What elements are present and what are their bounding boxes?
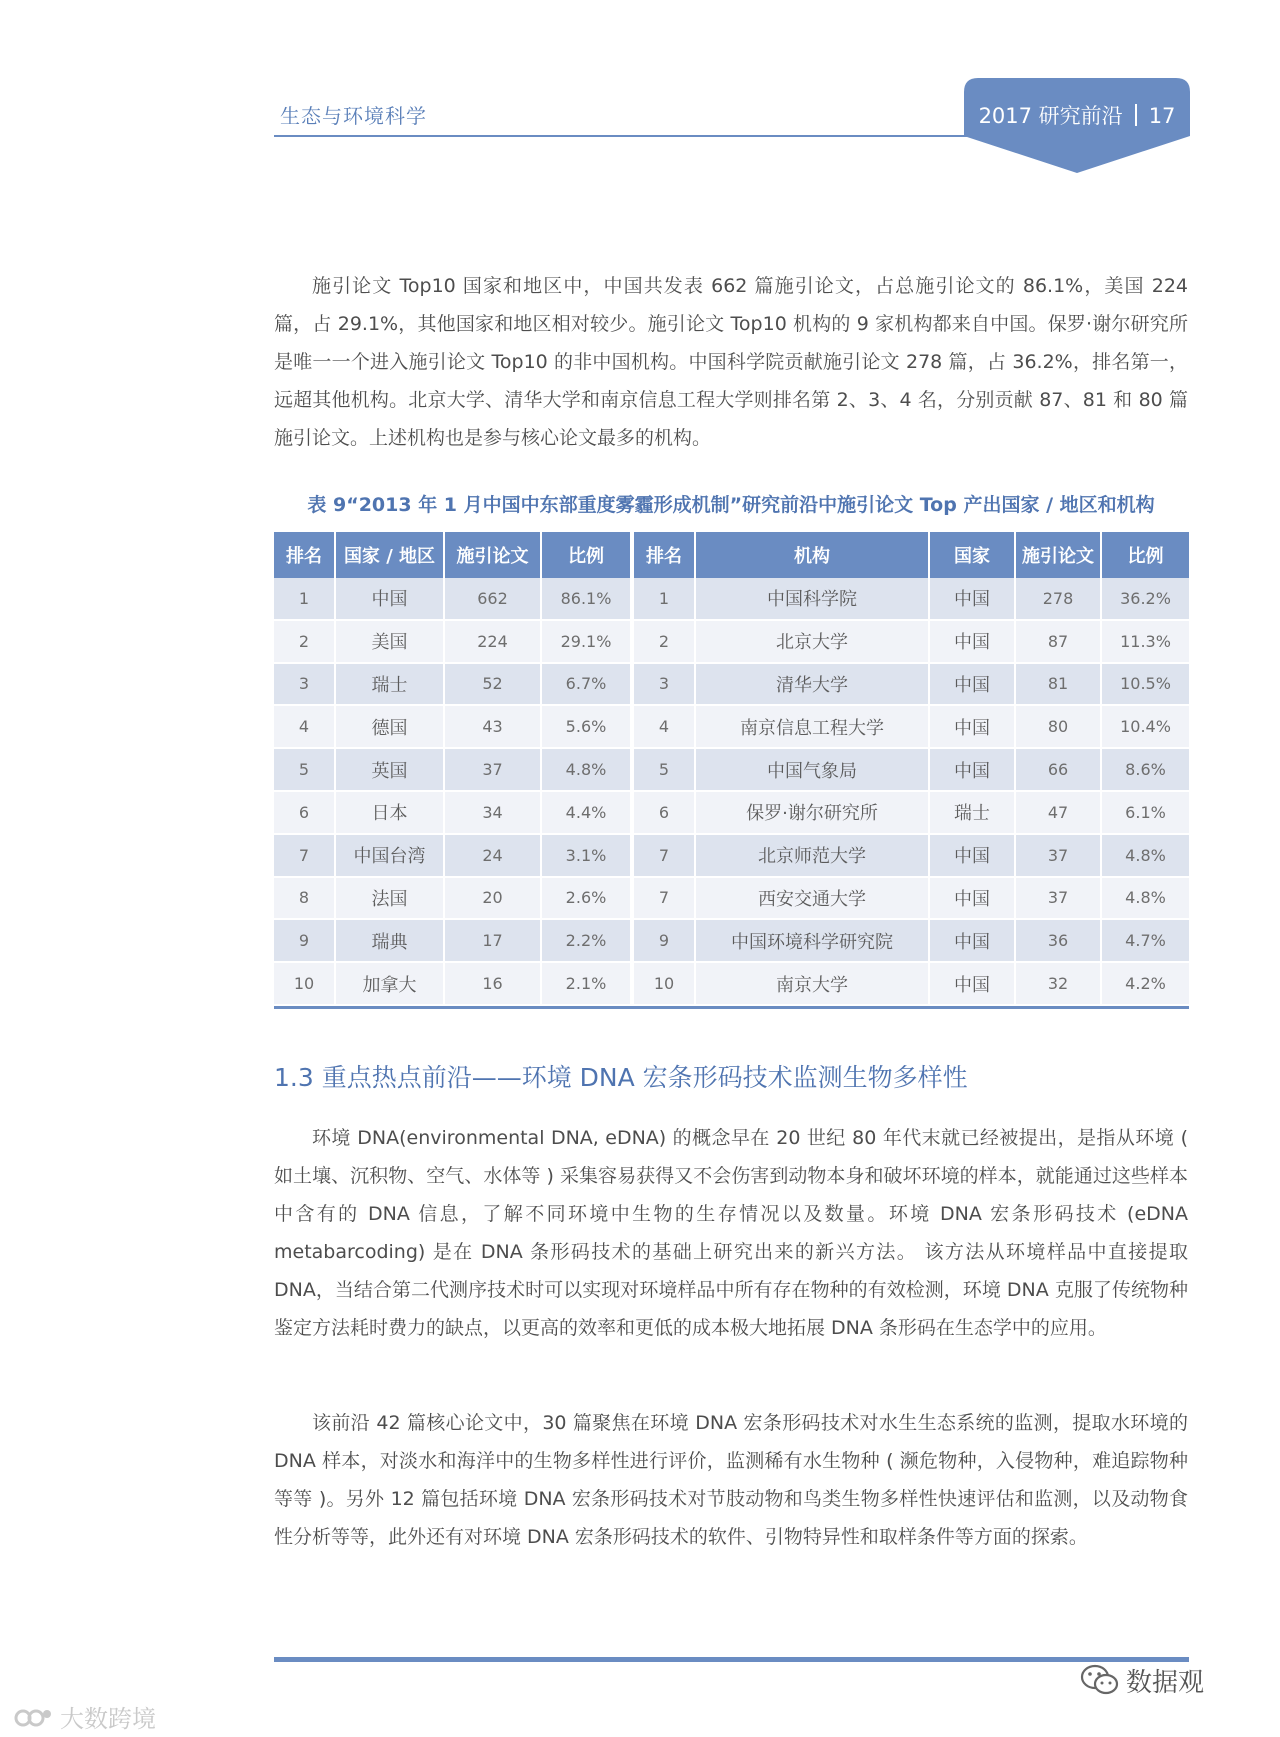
country-cell: 日本 — [336, 792, 445, 835]
table-row — [274, 578, 630, 621]
ratio-cell: 2.2% — [542, 920, 630, 963]
count-cell: 80 — [1016, 706, 1102, 749]
count-cell: 37 — [1016, 835, 1102, 878]
col-header-ratio: 比例 — [542, 532, 630, 578]
count-cell: 37 — [1016, 878, 1102, 921]
rank-cell: 7 — [274, 835, 336, 878]
table-row — [634, 835, 1189, 878]
table-row — [634, 792, 1189, 835]
country-cell: 瑞士 — [336, 664, 445, 707]
country-cell: 中国 — [930, 920, 1016, 963]
header-divider — [274, 135, 994, 137]
paragraph-1: 施引论文 Top10 国家和地区中，中国共发表 662 篇施引论文，占总施引论文的 86.1%，美国 224 篇，占 29.1%，其他国家和地区相对较少。施引论文 Top10 机构的 9 家机构都来自中国。保罗·谢尔研究所是唯一一个进入施引论文 Top10 的非中国机构。中国科学院贡献施引论文 278 篇，占 36.2%，排名第一，远超其他机构。北京大学、清华大学和南京信息工程大学则排名第 2、3、4 名，分别贡献 87、81 和 80 篇施引论文。上述机构也是参与核心论文最多的机构。 — [274, 275, 1188, 449]
institution-cell: 清华大学 — [696, 664, 930, 707]
count-cell: 81 — [1016, 664, 1102, 707]
table-row — [634, 920, 1189, 963]
header-separator — [1135, 104, 1137, 126]
country-table — [274, 532, 630, 1006]
rank-cell: 7 — [634, 878, 696, 921]
rank-cell: 4 — [634, 706, 696, 749]
country-cell: 中国 — [930, 664, 1016, 707]
institution-cell: 中国环境科学研究院 — [696, 920, 930, 963]
ratio-cell: 4.7% — [1102, 920, 1189, 963]
rank-cell: 10 — [274, 963, 336, 1006]
country-cell: 德国 — [336, 706, 445, 749]
count-cell: 34 — [445, 792, 542, 835]
rank-cell: 4 — [274, 706, 336, 749]
count-cell: 17 — [445, 920, 542, 963]
count-cell: 52 — [445, 664, 542, 707]
rank-cell: 5 — [274, 749, 336, 792]
table-row — [274, 920, 630, 963]
country-cell: 中国台湾 — [336, 835, 445, 878]
institution-cell: 北京大学 — [696, 621, 930, 664]
rank-cell: 6 — [274, 792, 336, 835]
ratio-cell: 36.2% — [1102, 578, 1189, 621]
institution-cell: 中国科学院 — [696, 578, 930, 621]
count-cell: 43 — [445, 706, 542, 749]
country-cell: 中国 — [930, 749, 1016, 792]
col-header-citing-papers: 施引论文 — [445, 532, 542, 578]
ratio-cell: 2.6% — [542, 878, 630, 921]
col-header-country: 国家 / 地区 — [336, 532, 445, 578]
section-heading: 1.3 重点热点前沿——环境 DNA 宏条形码技术监测生物多样性 — [274, 1063, 968, 1092]
country-cell: 美国 — [336, 621, 445, 664]
table-row — [634, 963, 1189, 1006]
header-section-title: 生态与环境科学 — [280, 104, 427, 128]
col-header-rank: 排名 — [274, 532, 336, 578]
country-cell: 中国 — [930, 878, 1016, 921]
col-header-country: 国家 — [930, 532, 1016, 578]
country-cell: 加拿大 — [336, 963, 445, 1006]
ratio-cell: 29.1% — [542, 621, 630, 664]
institution-cell: 保罗·谢尔研究所 — [696, 792, 930, 835]
ratio-cell: 11.3% — [1102, 621, 1189, 664]
country-cell: 瑞典 — [336, 920, 445, 963]
header-tab — [964, 78, 1190, 173]
rank-cell: 9 — [634, 920, 696, 963]
table-row — [274, 621, 630, 664]
table-row — [634, 621, 1189, 664]
country-cell: 中国 — [930, 621, 1016, 664]
wechat-icon — [1080, 1663, 1120, 1697]
table-row — [274, 792, 630, 835]
institution-cell: 北京师范大学 — [696, 835, 930, 878]
rank-cell: 1 — [634, 578, 696, 621]
ratio-cell: 8.6% — [1102, 749, 1189, 792]
count-cell: 47 — [1016, 792, 1102, 835]
footer-left-watermark — [14, 1699, 156, 1734]
right-watermark-text: 数据观 — [1126, 1668, 1205, 1698]
table-row — [634, 749, 1189, 792]
table-row — [274, 835, 630, 878]
ratio-cell: 10.5% — [1102, 664, 1189, 707]
rank-cell: 1 — [274, 578, 336, 621]
table-row — [274, 749, 630, 792]
ratio-cell: 4.8% — [542, 749, 630, 792]
table-row — [274, 706, 630, 749]
ratio-cell: 3.1% — [542, 835, 630, 878]
count-cell: 16 — [445, 963, 542, 1006]
ratio-cell: 4.8% — [1102, 835, 1189, 878]
rank-cell: 5 — [634, 749, 696, 792]
country-cell: 法国 — [336, 878, 445, 921]
country-cell: 中国 — [336, 578, 445, 621]
rank-cell: 2 — [634, 621, 696, 664]
count-cell: 87 — [1016, 621, 1102, 664]
ratio-cell: 86.1% — [542, 578, 630, 621]
col-header-rank: 排名 — [634, 532, 696, 578]
country-cell: 中国 — [930, 706, 1016, 749]
country-cell: 中国 — [930, 963, 1016, 1006]
ratio-cell: 4.2% — [1102, 963, 1189, 1006]
country-cell: 瑞士 — [930, 792, 1016, 835]
paragraph-2: 环境 DNA(environmental DNA, eDNA) 的概念早在 20 世纪 80 年代末就已经被提出，是指从环境 ( 如土壤、沉积物、空气、水体等 ) 采集容易获得又不会伤害到动物本身和破坏环境的样本，就能通过这些样本中含有的 DNA 信息，了解不同环境中生物的生存情况以及数量。环境 DNA 宏条形码技术 (eDNA metabarcoding) 是在 DNA 条形码技术的基础上研究出来的新兴方法。 该方法从环境样品中直接提取 DNA，当结合第二代测序技术时可以实现对环境样品中所有存在物种的有效检测，环境 DNA 克服了传统物种鉴定方法耗时费力的缺点，以更高的效率和更低的成本极大地拓展 DNA 条形码在生态学中的应用。 — [274, 1127, 1188, 1339]
ratio-cell: 6.7% — [542, 664, 630, 707]
footer-rule — [274, 1657, 1189, 1662]
institution-cell: 西安交通大学 — [696, 878, 930, 921]
col-header-ratio: 比例 — [1102, 532, 1189, 578]
page-number: 17 — [1148, 104, 1176, 128]
count-cell: 278 — [1016, 578, 1102, 621]
country-table-header — [274, 532, 630, 578]
paragraph-3: 该前沿 42 篇核心论文中，30 篇聚焦在环境 DNA 宏条形码技术对水生生态系统的监测，提取水环境的 DNA 样本，对淡水和海洋中的生物多样性进行评价，监测稀有水生物种 ( 濒危物种，入侵物种，难追踪物种等等 )。另外 12 篇包括环境 DNA 宏条形码技术对节肢动物和鸟类生物多样性快速评估和监测，以及动物食性分析等等，此外还有对环境 DNA 宏条形码技术的软件、引物特异性和取样条件等方面的探索。 — [274, 1412, 1188, 1548]
table-row — [634, 664, 1189, 707]
country-cell: 中国 — [930, 578, 1016, 621]
ratio-cell: 4.4% — [542, 792, 630, 835]
rank-cell: 7 — [634, 835, 696, 878]
ratio-cell: 5.6% — [542, 706, 630, 749]
ratio-cell: 2.1% — [542, 963, 630, 1006]
footer-right-watermark — [1080, 1662, 1204, 1699]
count-cell: 20 — [445, 878, 542, 921]
rank-cell: 10 — [634, 963, 696, 1006]
rank-cell: 6 — [634, 792, 696, 835]
rank-cell: 9 — [274, 920, 336, 963]
table-row — [634, 578, 1189, 621]
ratio-cell: 6.1% — [1102, 792, 1189, 835]
table-bottom-rule — [274, 1006, 1189, 1009]
left-watermark-text: 大数跨境 — [60, 1705, 156, 1733]
rank-cell: 3 — [274, 664, 336, 707]
count-cell: 66 — [1016, 749, 1102, 792]
count-cell: 32 — [1016, 963, 1102, 1006]
table-row — [274, 664, 630, 707]
table-row — [634, 878, 1189, 921]
country-cell: 中国 — [930, 835, 1016, 878]
table-row — [634, 706, 1189, 749]
institution-cell: 南京大学 — [696, 963, 930, 1006]
rank-cell: 8 — [274, 878, 336, 921]
ratio-cell: 10.4% — [1102, 706, 1189, 749]
table-row — [274, 963, 630, 1006]
count-cell: 36 — [1016, 920, 1102, 963]
table-caption: 表 9“2013 年 1 月中国中东部重度雾霾形成机制”研究前沿中施引论文 Top 产出国家 / 地区和机构 — [307, 494, 1155, 516]
report-title: 2017 研究前沿 — [978, 104, 1123, 128]
ratio-cell: 4.8% — [1102, 878, 1189, 921]
rank-cell: 2 — [274, 621, 336, 664]
count-cell: 224 — [445, 621, 542, 664]
count-cell: 662 — [445, 578, 542, 621]
country-cell: 英国 — [336, 749, 445, 792]
institution-cell: 南京信息工程大学 — [696, 706, 930, 749]
institution-cell: 中国气象局 — [696, 749, 930, 792]
institution-table — [634, 532, 1189, 1006]
col-header-citing-papers: 施引论文 — [1016, 532, 1102, 578]
institution-table-header — [634, 532, 1189, 578]
count-cell: 24 — [445, 835, 542, 878]
table-row — [274, 878, 630, 921]
col-header-institution: 机构 — [696, 532, 930, 578]
rank-cell: 3 — [634, 664, 696, 707]
brand-logo-icon — [14, 1705, 54, 1731]
count-cell: 37 — [445, 749, 542, 792]
